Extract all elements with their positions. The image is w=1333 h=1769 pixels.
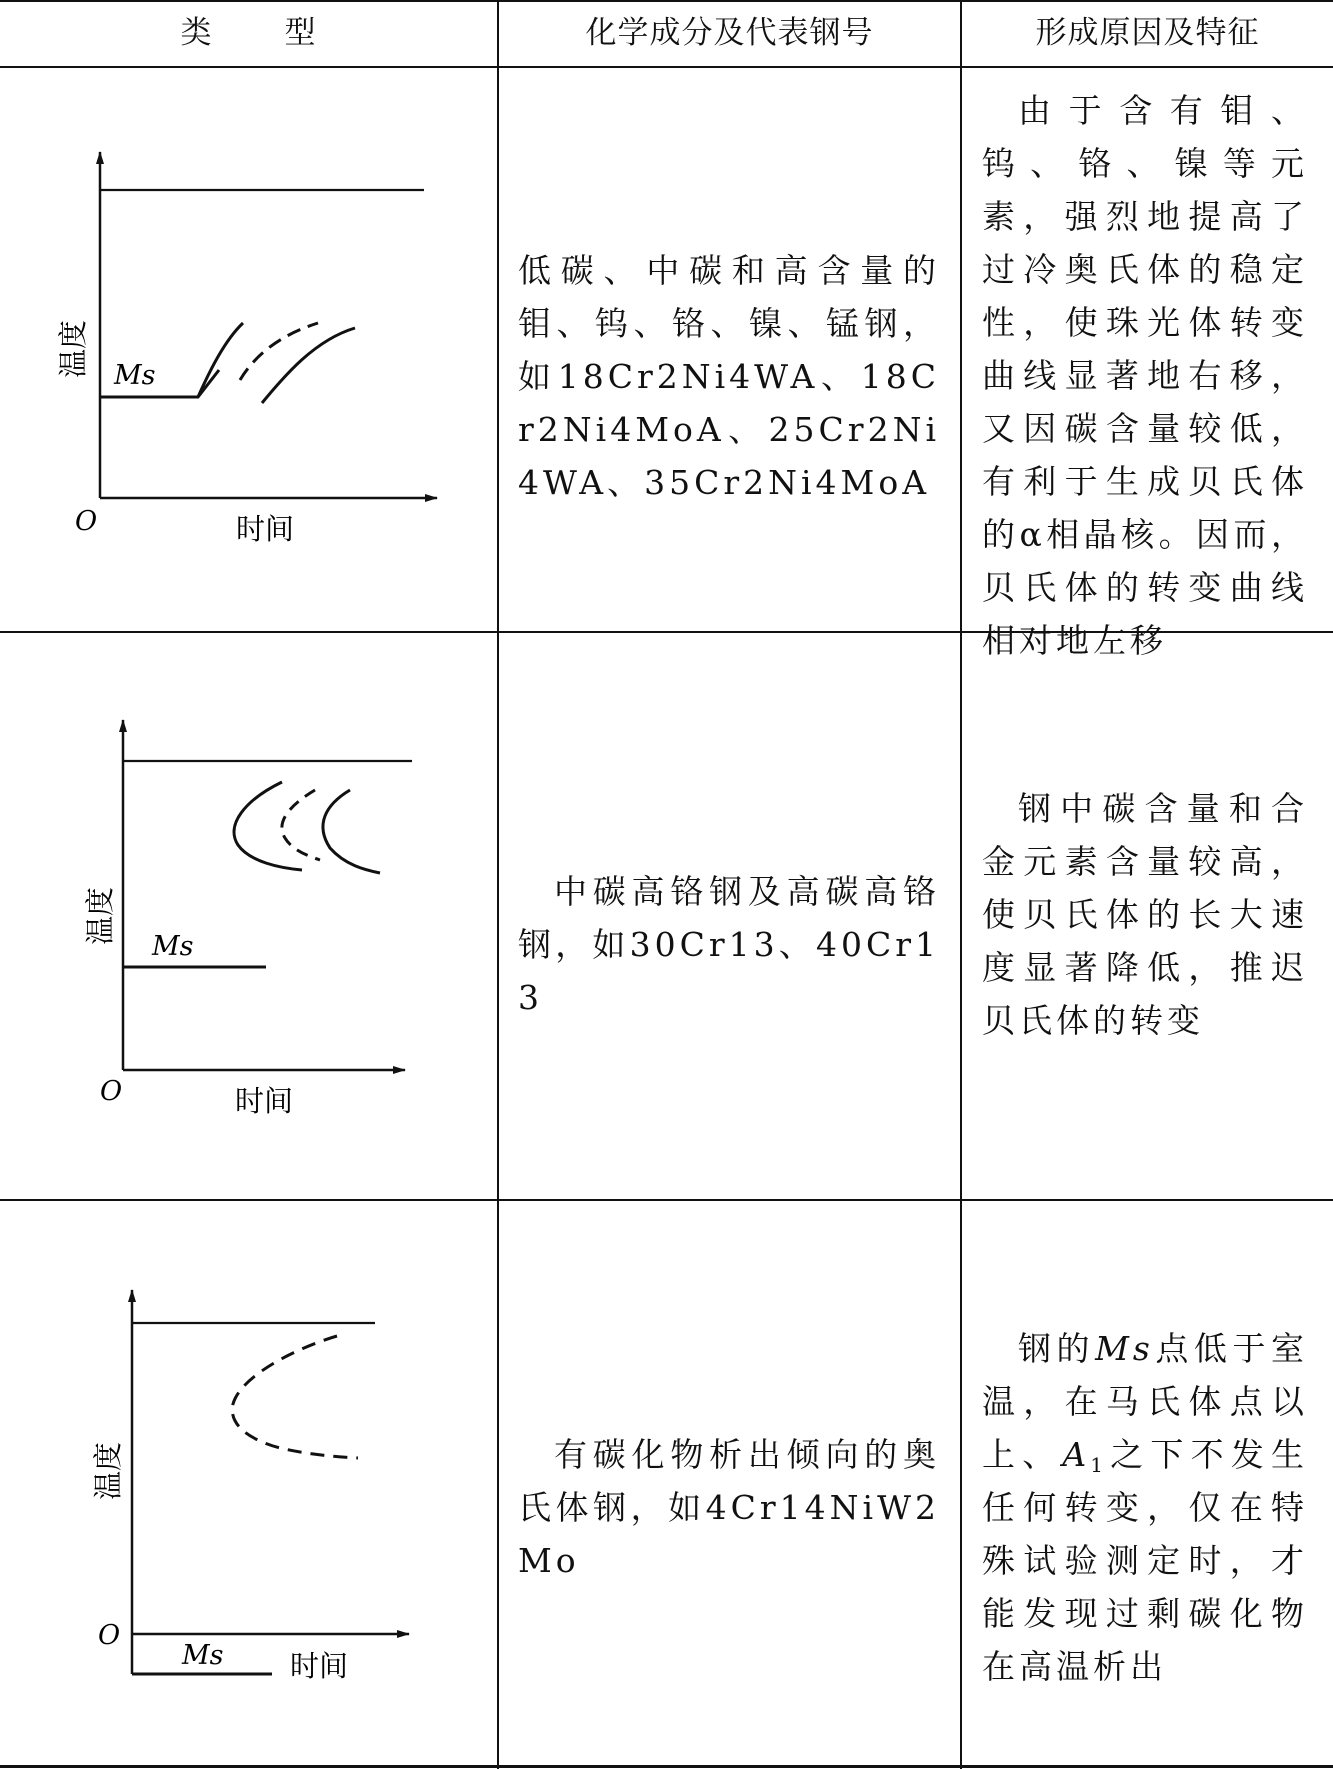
row3-composition-text: 有碳化物析出倾向的奥氏体钢，如4Cr14NiW2Mo bbox=[518, 1435, 940, 1580]
table-bottom-border bbox=[0, 1765, 1333, 1768]
time-axis-label: 时间 bbox=[290, 1649, 349, 1683]
ms-label: Ms bbox=[152, 931, 194, 962]
origin-label: O bbox=[100, 1076, 123, 1107]
temperature-axis-label: 温度 bbox=[91, 1441, 125, 1500]
origin-label: O bbox=[98, 1620, 121, 1651]
row3-composition bbox=[518, 1428, 940, 1587]
row2-bottom-border bbox=[0, 1199, 1333, 1201]
transformation-curve-end bbox=[262, 328, 355, 403]
row3-reason-a: 钢的 bbox=[1018, 1329, 1096, 1368]
row1-ttt-diagram bbox=[40, 140, 460, 560]
row2-reason: 钢中碳含量和合金元素含量较高，使贝氏体的长大速度显著降低，推迟贝氏体的转变 bbox=[982, 789, 1308, 1040]
header-type bbox=[0, 0, 497, 66]
row3-reason-a1-sub: 1 bbox=[1090, 1453, 1107, 1477]
origin-label: O bbox=[75, 506, 98, 537]
row2-ttt-diagram bbox=[60, 710, 460, 1130]
row3-ttt-diagram bbox=[60, 1280, 460, 1700]
header-type-char2: 型 bbox=[284, 15, 317, 51]
header-type-char1: 类 bbox=[180, 15, 213, 51]
transformation-curve-dashed bbox=[240, 323, 318, 380]
row3-reason-c: 之下不发生任何转变，仅在特殊试验测定时，才能发现过剩碳化物在高温析出 bbox=[982, 1435, 1308, 1686]
row3-reason bbox=[982, 1322, 1308, 1693]
ms-label: Ms bbox=[114, 360, 156, 391]
ms-label: Ms bbox=[182, 1640, 224, 1671]
header-bottom-border bbox=[0, 66, 1333, 68]
c-curve-end bbox=[323, 790, 380, 873]
time-axis-label: 时间 bbox=[235, 1084, 294, 1118]
header-reason: 形成原因及特征 bbox=[1035, 15, 1260, 51]
col1-right-border bbox=[497, 0, 499, 1769]
row1-reason: 由于含有钼、钨、铬、镍等元素，强烈地提高了过冷奥氏体的稳定性，使珠光体转变曲线显著地右移，又因碳含量较低，有利于生成贝氏体的α相晶核。因而，贝氏体的转变曲线相对地左移 bbox=[982, 91, 1308, 660]
header-composition: 化学成分及代表钢号 bbox=[585, 15, 874, 51]
col2-right-border bbox=[960, 0, 962, 1769]
temperature-axis-label: 温度 bbox=[56, 319, 90, 378]
row3-reason-a1: A bbox=[1062, 1435, 1091, 1474]
temperature-axis-label: 温度 bbox=[83, 886, 117, 945]
time-axis-label: 时间 bbox=[236, 512, 295, 546]
c-curve-dashed bbox=[232, 1336, 358, 1458]
c-curve-dashed bbox=[282, 790, 320, 860]
row1-composition: 低碳、中碳和高含量的钼、钨、铬、镍、锰钢，如18Cr2Ni4WA、18Cr2Ni4MoA、25Cr2Ni4WA、35Cr2Ni4MoA bbox=[518, 251, 940, 502]
row3-reason-ms: Ms bbox=[1095, 1329, 1154, 1368]
c-curve-start bbox=[234, 782, 302, 870]
row3-reason-b: 点低于室温，在马氏体点以上、 bbox=[982, 1329, 1309, 1474]
row2-composition: 中碳高铬钢及高碳高铬钢，如30Cr13、40Cr13 bbox=[518, 872, 940, 1017]
